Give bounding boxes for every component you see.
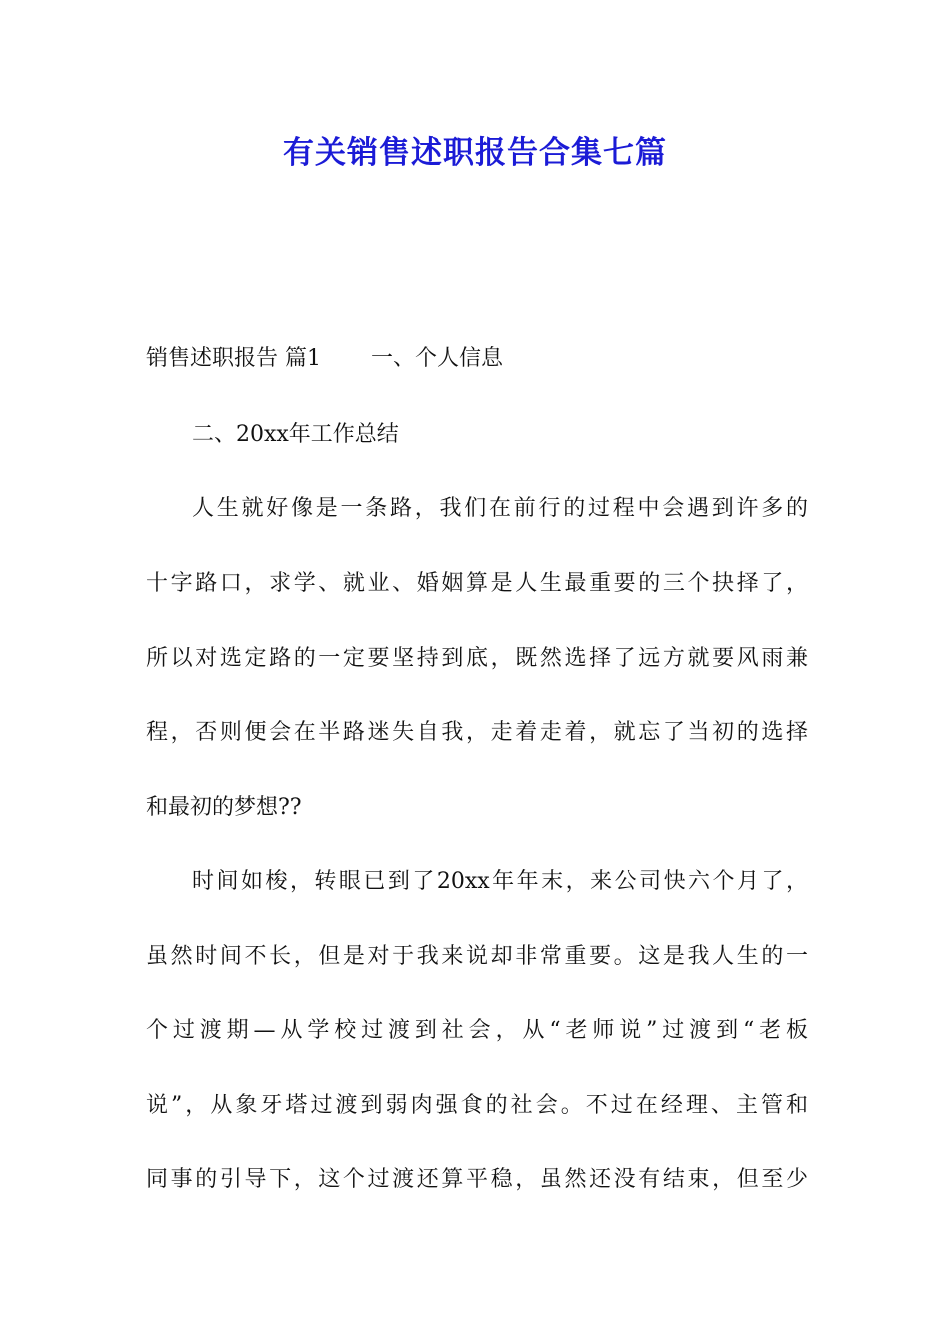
paragraph-line: 十字路口，求学、就业、婚姻算是人生最重要的三个抉择了， [146, 571, 808, 596]
paragraph-line: 同事的引导下，这个过渡还算平稳，虽然还没有结束，但至少 [146, 1167, 808, 1192]
section-heading: 销售述职报告 篇1 [146, 346, 321, 371]
paragraph-line: 说”，从象牙塔过渡到弱肉强食的社会。不过在经理、主管和 [146, 1093, 808, 1118]
paragraph-line: 程，否则便会在半路迷失自我，走着走着，就忘了当初的选择 [146, 720, 808, 745]
paragraph-line: 和最初的梦想?? [146, 795, 302, 820]
section-line [146, 344, 503, 374]
document-title: 有关销售述职报告合集七篇 [283, 135, 667, 171]
paragraph-line: 人生就好像是一条路，我们在前行的过程中会遇到许多的 [192, 496, 808, 521]
paragraph-line: 虽然时间不长，但是对于我来说却非常重要。这是我人生的一 [146, 944, 808, 969]
paragraph-line: 时间如梭，转眼已到了20xx年年末，来公司快六个月了， [192, 869, 808, 894]
paragraph-line: 个过渡期—从学校过渡到社会，从“老师说”过渡到“老板 [146, 1018, 808, 1043]
list-item-personal-info: 一、个人信息 [371, 346, 504, 371]
paragraph-line: 所以对选定路的一定要坚持到底，既然选择了远方就要风雨兼 [146, 646, 808, 671]
list-item-work-summary: 二、20xx年工作总结 [192, 422, 399, 447]
